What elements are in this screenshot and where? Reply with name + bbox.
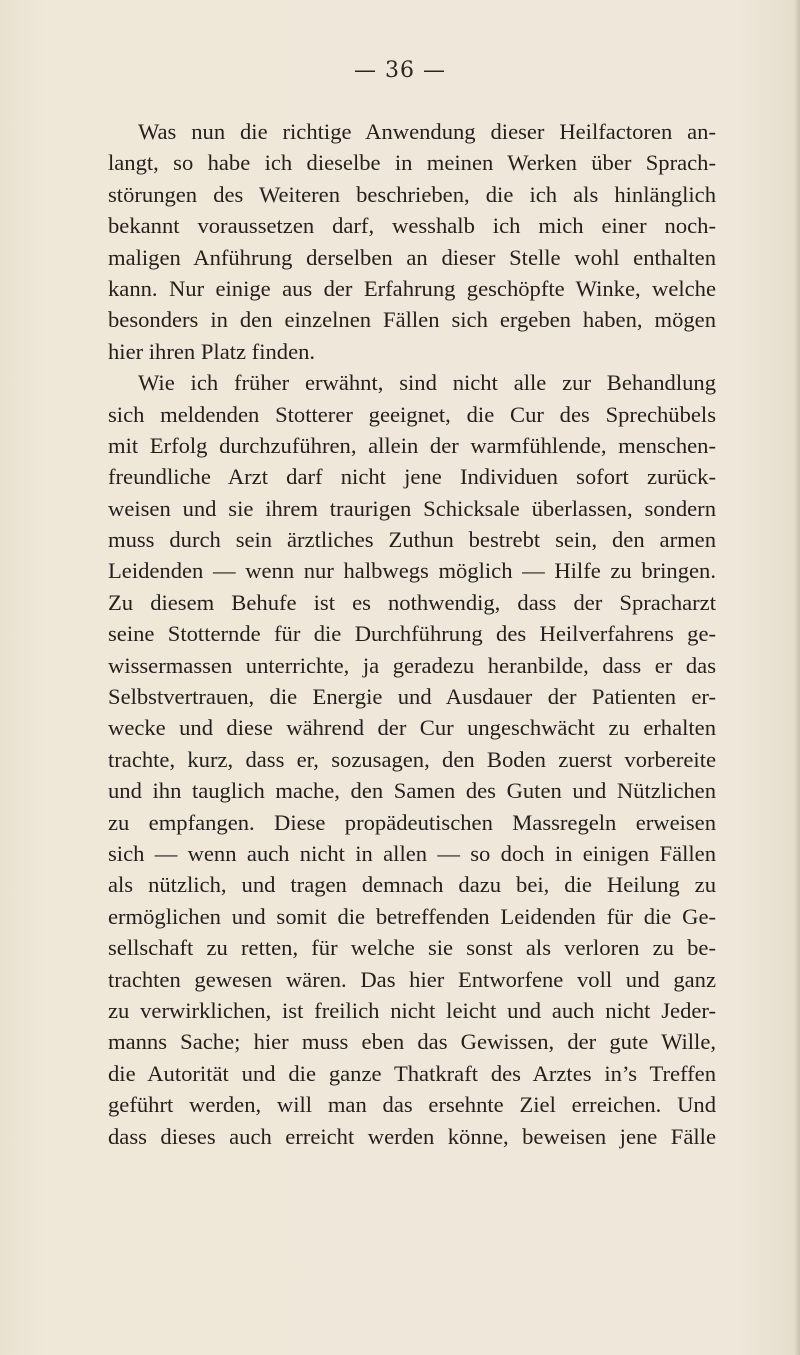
text-line: zu verwirklichen, ist freilich nicht leicht und auch nicht Jeder-	[108, 997, 716, 1023]
text-line: besonders in den einzelnen Fällen sich ergeben haben, mögen	[108, 307, 716, 333]
text-line: Selbstvertrauen, die Energie und Ausdauer der Patienten er-	[108, 684, 716, 710]
text-line: sich — wenn auch nicht in allen — so doch in einigen Fällen	[108, 840, 716, 866]
paragraph-2	[108, 367, 716, 1152]
body-text	[108, 116, 716, 1152]
text-line: geführt werden, will man das ersehnte Ziel erreichen. Und	[108, 1092, 716, 1118]
text-line: Leidenden — wenn nur halbwegs möglich — Hilfe zu bringen.	[108, 558, 716, 584]
text-line: wissermassen unterrichte, ja geradezu heranbilde, dass er das	[108, 652, 716, 678]
text-line: dass dieses auch erreicht werden könne, beweisen jene Fälle	[108, 1123, 716, 1149]
text-line: Was nun die richtige Anwendung dieser Heilfactoren an-	[138, 119, 716, 144]
text-line: freundliche Arzt darf nicht jene Individuen sofort zurück-	[108, 464, 716, 490]
text-line: kann. Nur einige aus der Erfahrung geschöpfte Winke, welche	[108, 275, 716, 301]
text-line: ermöglichen und somit die betreffenden Leidenden für die Ge-	[108, 903, 716, 929]
text-line: seine Stotternde für die Durchführung des Heilverfahrens ge-	[108, 621, 716, 647]
text-line: trachte, kurz, dass er, sozusagen, den Boden zuerst vorbereite	[108, 746, 716, 772]
page-edge-shadow	[794, 0, 800, 1355]
text-line: als nützlich, und tragen demnach dazu bei, die Heilung zu	[108, 872, 716, 898]
paragraph-1	[108, 116, 716, 367]
text-line: Zu diesem Behufe ist es nothwendig, dass der Spracharzt	[108, 589, 716, 615]
text-line: sich meldenden Stotterer geeignet, die Cur des Sprechübels	[108, 401, 716, 427]
text-line: langt, so habe ich dieselbe in meinen Werken über Sprach-	[108, 150, 716, 176]
text-line: zu empfangen. Diese propädeutischen Massregeln erweisen	[108, 809, 716, 835]
text-line: Wie ich früher erwähnt, sind nicht alle zur Behandlung	[138, 370, 716, 396]
text-line: störungen des Weiteren beschrieben, die ich als hinlänglich	[108, 181, 716, 207]
text-line: mit Erfolg durchzuführen, allein der warmfühlende, menschen-	[108, 432, 716, 458]
text-line: bekannt voraussetzen darf, wesshalb ich mich einer noch-	[108, 213, 716, 239]
text-line: manns Sache; hier muss eben das Gewissen, der gute Wille,	[108, 1029, 716, 1055]
text-line: weisen und sie ihrem traurigen Schicksale überlassen, sondern	[108, 495, 716, 521]
text-line: sellschaft zu retten, für welche sie sonst als verloren zu be-	[108, 935, 716, 961]
text-line: die Autorität und die ganze Thatkraft des Arztes in’s Treffen	[108, 1060, 716, 1086]
text-line: hier ihren Platz finden.	[108, 338, 316, 364]
text-line: maligen Anführung derselben an dieser Stelle wohl enthalten	[108, 244, 716, 270]
text-line: und ihn tauglich mache, den Samen des Guten und Nützlichen	[108, 778, 716, 804]
page-number: — 36 —	[354, 58, 446, 83]
text-line: trachten gewesen wären. Das hier Entworfene voll und ganz	[108, 966, 716, 992]
text-line: muss durch sein ärztliches Zuthun bestrebt sein, den armen	[108, 527, 716, 553]
text-line: wecke und diese während der Cur ungeschwächt zu erhalten	[108, 715, 716, 741]
